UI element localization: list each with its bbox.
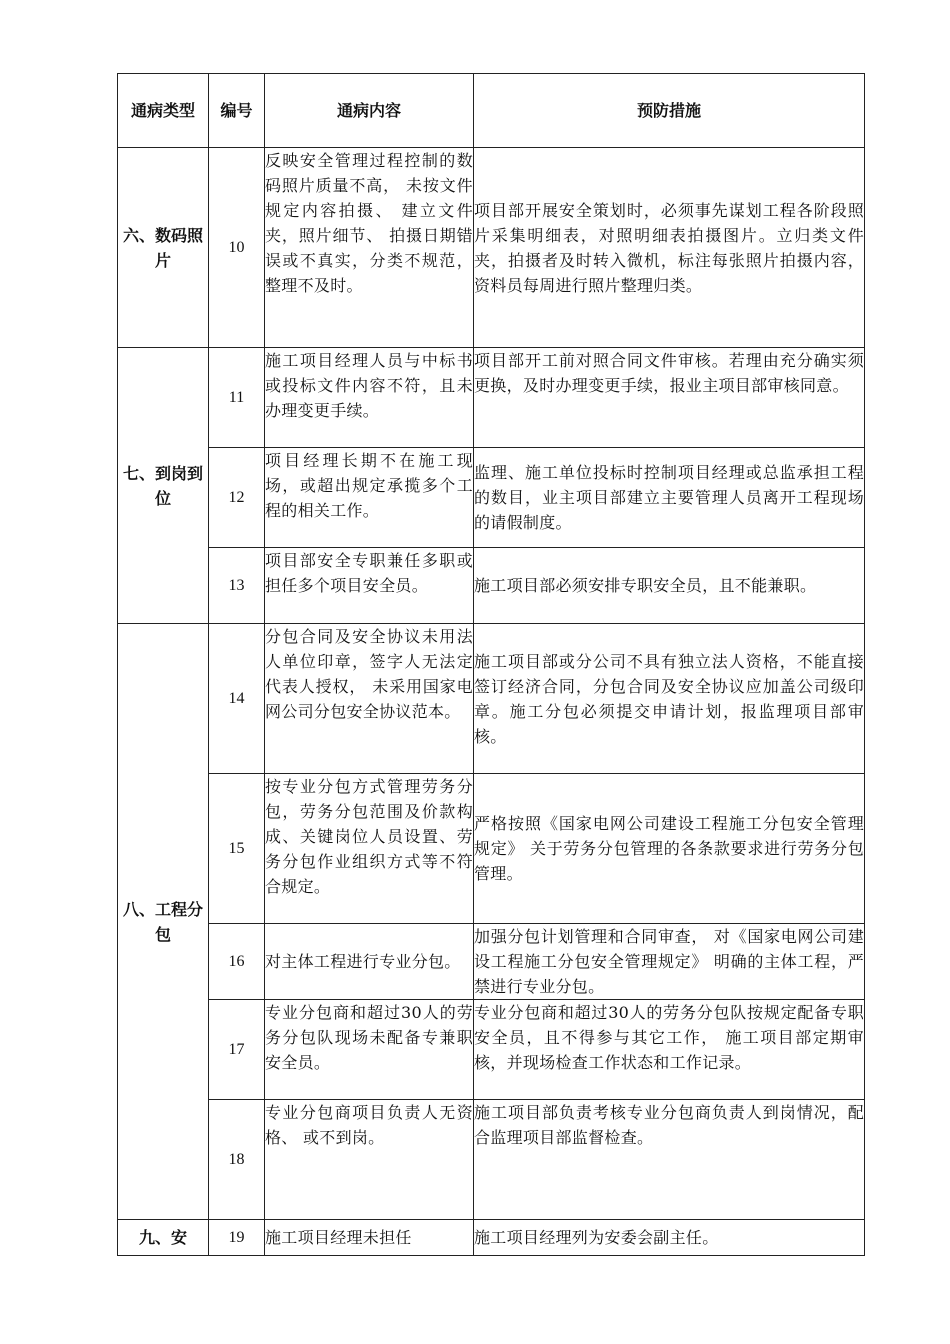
row-number: 16	[209, 924, 265, 1000]
header-type: 通病类型	[118, 74, 209, 148]
defect-content: 反映安全管理过程控制的数码照片质量不高， 未按文件规定内容拍摄、 建立文件夹，照片细节、 拍摄日期错误或不真实，分类不规范， 整理不及时。	[265, 148, 474, 348]
defect-content: 施工项目经理未担任	[265, 1220, 474, 1256]
prevention-measure: 监理、施工单位投标时控制项目经理或总监承担工程的数目，业主项目部建立主要管理人员离开工程现场的请假制度。	[474, 448, 865, 548]
table-row	[118, 624, 865, 774]
header-num: 编号	[209, 74, 265, 148]
table-row	[118, 348, 865, 448]
prevention-measure: 项目部开展安全策划时，必须事先谋划工程各阶段照片采集明细表，对照明细表拍摄图片。立归类文件夹，拍摄者及时转入微机，标注每张照片拍摄内容，资料员每周进行照片整理归类。	[474, 148, 865, 348]
prevention-measure: 施工项目部或分公司不具有独立法人资格，不能直接签订经济合同，分包合同及安全协议应加盖公司级印章。施工分包必须提交申请计划，报监理项目部审核。	[474, 624, 865, 774]
header-row	[118, 74, 865, 148]
row-number: 17	[209, 1000, 265, 1100]
row-number: 10	[209, 148, 265, 348]
row-number: 12	[209, 448, 265, 548]
table-row	[118, 448, 865, 548]
defect-content: 专业分包商和超过30人的劳务分包队现场未配备专兼职安全员。	[265, 1000, 474, 1100]
defects-table	[117, 73, 865, 1256]
prevention-measure: 加强分包计划管理和合同审查， 对《国家电网公司建设工程施工分包安全管理规定》 明确的主体工程，严禁进行专业分包。	[474, 924, 865, 1000]
table-row	[118, 548, 865, 624]
table-row	[118, 774, 865, 924]
prevention-measure: 专业分包商和超过30人的劳务分包队按规定配备专职安全员，且不得参与其它工作， 施工项目部定期审核，并现场检查工作状态和工作记录。	[474, 1000, 865, 1100]
header-measure: 预防措施	[474, 74, 865, 148]
row-number: 14	[209, 624, 265, 774]
row-number: 19	[209, 1220, 265, 1256]
defect-content: 项目经理长期不在施工现场，或超出规定承揽多个工程的相关工作。	[265, 448, 474, 548]
row-number: 18	[209, 1100, 265, 1220]
table-row	[118, 148, 865, 348]
defect-content: 项目部安全专职兼任多职或担任多个项目安全员。	[265, 548, 474, 624]
category-cell: 八、工程分包	[118, 624, 209, 1220]
row-number: 11	[209, 348, 265, 448]
category-cell: 九、安	[118, 1220, 209, 1256]
defect-content: 分包合同及安全协议未用法人单位印章，签字人无法定代表人授权， 未采用国家电网公司分包安全协议范本。	[265, 624, 474, 774]
category-cell: 七、到岗到位	[118, 348, 209, 624]
table-row	[118, 1000, 865, 1100]
table-row	[118, 1100, 865, 1220]
prevention-measure: 项目部开工前对照合同文件审核。若理由充分确实须更换，及时办理变更手续，报业主项目部审核同意。	[474, 348, 865, 448]
prevention-measure: 施工项目部必须安排专职安全员，且不能兼职。	[474, 548, 865, 624]
header-content: 通病内容	[265, 74, 474, 148]
prevention-measure: 施工项目部负责考核专业分包商负责人到岗情况，配合监理项目部监督检查。	[474, 1100, 865, 1220]
prevention-measure: 施工项目经理列为安委会副主任。	[474, 1220, 865, 1256]
prevention-measure: 严格按照《国家电网公司建设工程施工分包安全管理规定》 关于劳务分包管理的各条款要求进行劳务分包管理。	[474, 774, 865, 924]
table-row	[118, 1220, 865, 1256]
category-cell: 六、数码照片	[118, 148, 209, 348]
table-row	[118, 924, 865, 1000]
row-number: 15	[209, 774, 265, 924]
defect-content: 按专业分包方式管理劳务分包，劳务分包范围及价款构成、关键岗位人员设置、劳务分包作业组织方式等不符合规定。	[265, 774, 474, 924]
defect-content: 对主体工程进行专业分包。	[265, 924, 474, 1000]
row-number: 13	[209, 548, 265, 624]
defect-content: 专业分包商项目负责人无资格、 或不到岗。	[265, 1100, 474, 1220]
defect-content: 施工项目经理人员与中标书或投标文件内容不符，且未办理变更手续。	[265, 348, 474, 448]
